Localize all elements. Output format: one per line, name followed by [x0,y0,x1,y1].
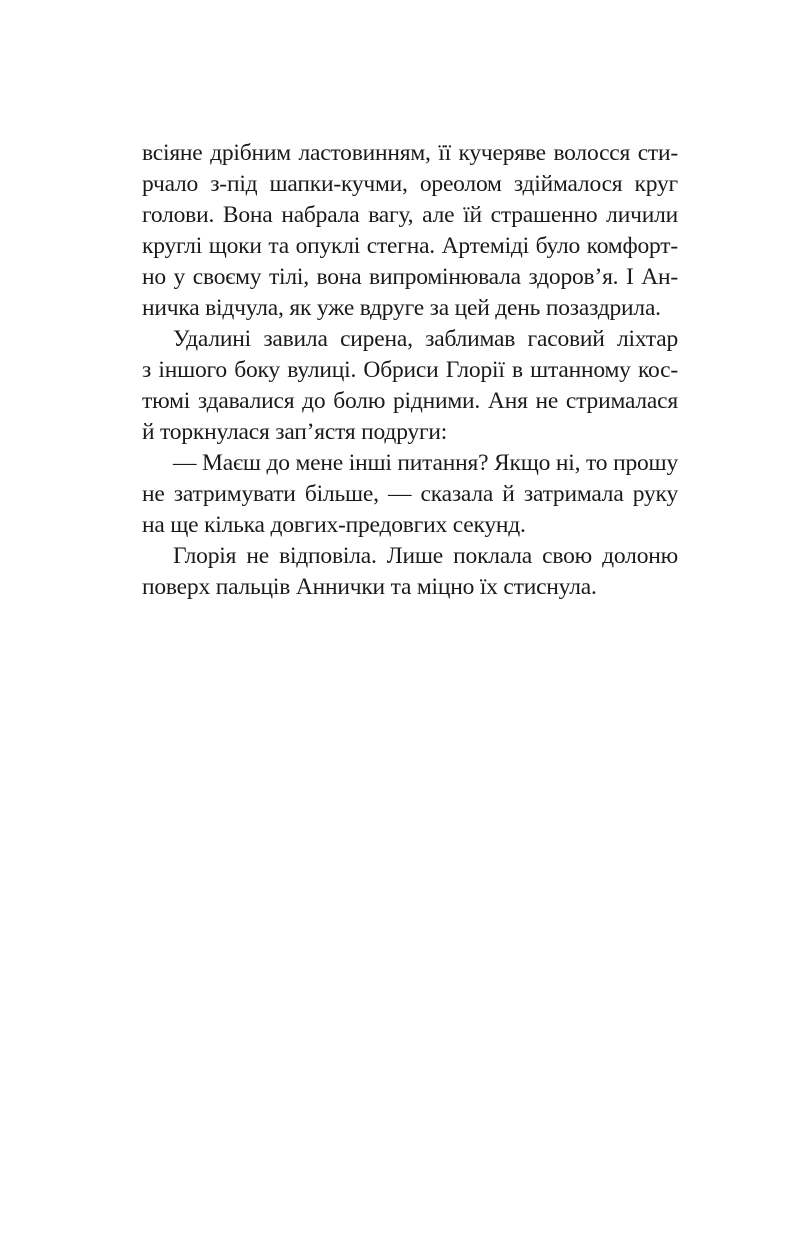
text-line: рчало з-під шапки-кучми, ореолом здіймалося круг [142,171,678,197]
text-line: поверх пальців Аннички та міцно їх стиснула. [142,574,597,600]
text-line: тюмі здавалися до болю рідними. Аня не стрималася [142,388,678,414]
text-line: й торкнулася зап’ястя подруги: [142,419,448,445]
book-page-text [142,138,678,603]
text-line: з іншого боку вулиці. Обриси Глорії в штанному кос- [142,357,678,383]
text-line: не затримувати більше, — сказала й затримала руку [142,481,678,507]
text-line: на ще кілька довгих-предовгих секунд. [142,512,526,538]
text-line: голови. Вона набрала вагу, але їй страшенно личили [142,202,678,228]
text-line: круглі щоки та опуклі стегна. Артеміді було комфорт- [142,233,678,259]
text-line: Удалині завила сирена, заблимав гасовий ліхтар [173,326,678,352]
text-line: но у своєму тілі, вона випромінювала здоров’я. І Ан- [142,264,678,290]
text-line: Глорія не відповіла. Лише поклала свою долоню [173,543,678,569]
text-line: — Маєш до мене інші питання? Якщо ні, то прошу [173,450,678,476]
text-line: ничка відчула, як уже вдруге за цей день позаздрила. [142,295,661,321]
text-line: всіяне дрібним ластовинням, її кучеряве волосся сти- [142,140,678,166]
